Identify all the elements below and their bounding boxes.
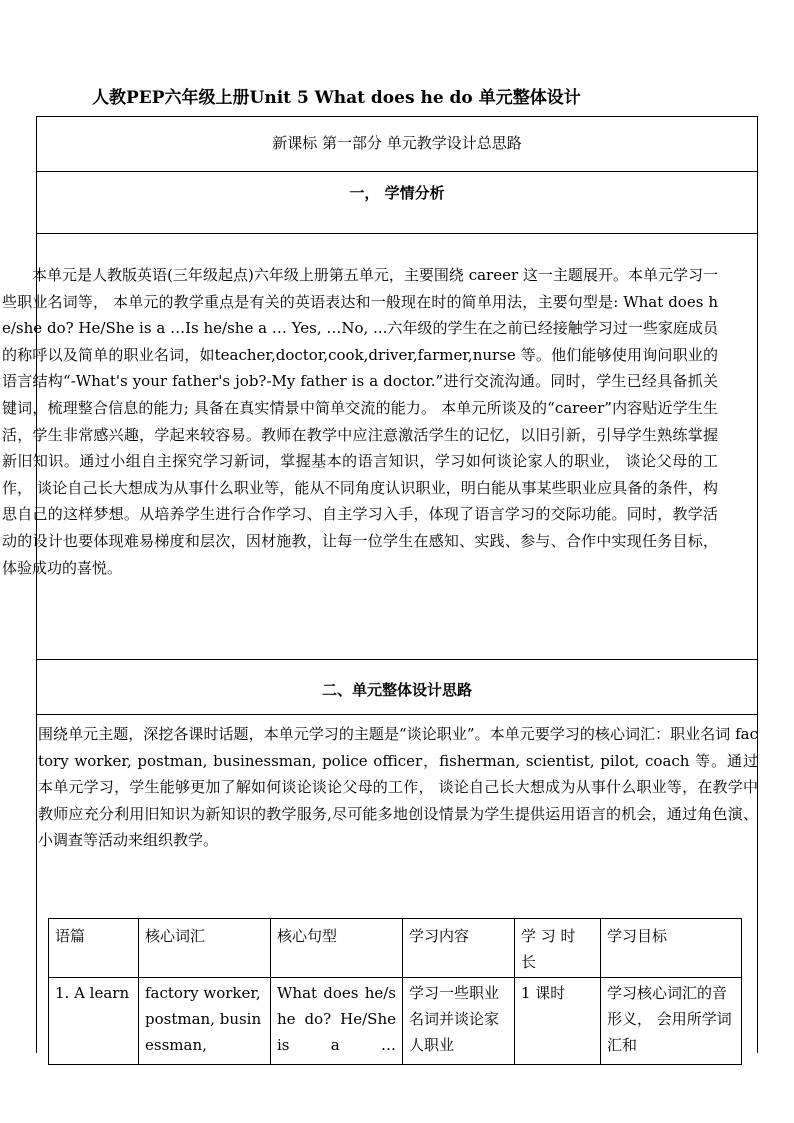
header-cell: 核心句型 — [271, 919, 403, 978]
cell-goal: 学习核心词汇的音形义， 会用所学词汇和 — [601, 978, 742, 1065]
header-cell: 学习内容 — [403, 919, 515, 978]
section2-paragraph: 围绕单元主题，深挖各课时话题，本单元学习的主题是“谈论职业”。本单元要学习的核心词汇：职业名词 factory worker, postman, businessman, police officer，fisherman, scientist, pilot, coach 等。通过本单元学习，学生能够更加了解如何谈论谈论父母的工作， 谈论自己长大想成为从事什么职业等，在教学中教师应充分利用旧知识为新知识的教学服务,尽可能多地创设情景为学生提供运用语言的机会，通过角色演、小调查等活动来组织教学。 — [38, 725, 758, 850]
lesson-table-header — [49, 919, 742, 978]
cell-vocab: factory worker, postman, businessman, — [139, 978, 271, 1065]
cell-content: 学习一些职业名词并谈论家人职业 — [403, 978, 515, 1065]
section2-title: 二、单元整体设计思路 — [321, 681, 472, 699]
header-cell: 核心词汇 — [139, 919, 271, 978]
header-cell: 学 习 时 长 — [515, 919, 601, 978]
table-header-text: 新课标 第一部分 单元教学设计总思路 — [272, 134, 522, 152]
document-title: 人教PEP六年级上册Unit 5 What does he do 单元整体设计 — [92, 88, 581, 108]
header-cell: 语篇 — [49, 919, 139, 978]
section1-paragraph: 本单元是人教版英语(三年级起点)六年级上册第五单元，主要围绕 career 这一主题展开。本单元学习一些职业名词等， 本单元的教学重点是有关的英语表达和一般现在时的简单用法，主要句型是: What does he/she do? He/She is a …Is he/she a … Yes, …No, ...六年级的学生在之前已经接触学习过一些家庭成员的称呼以及简单的职业名词，如teacher,doctor,cook,driver,farmer,nurse 等。他们能够使用询问职业的语言结构“-What's your father's job?-My father is a doctor.”进行交流沟通。同时，学生已经具备抓关键词，梳理整合信息的能力; 具备在真实情景中简单交流的能力。 本单元所谈及的“career”内容贴近学生生活，学生非常感兴趣，学起来较容易。教师在教学中应注意激活学生的记忆，以旧引新，引导学生熟练掌握新旧知识。通过小组自主探究学习新词，掌握基本的语言知识，学习如何谈论家人的职业， 谈论父母的工作， 谈论自己长大想成为从事什么职业等，能从不同角度认识职业，明白能从事某些职业应具备的条件，构思自己的这样梦想。从培养学生进行合作学习、自主学习入手，体现了语言学习的交际功能。同时，教学活动的设计也要体现难易梯度和层次，因材施教，让每一位学生在感知、实践、参与、合作中实现任务目标，体验成功的喜悦。 — [2, 266, 718, 577]
table-row — [49, 978, 742, 1065]
cell-sentence: What does he/she do? He/She is a … — [271, 978, 403, 1065]
cell-text: 1. A learn — [49, 978, 139, 1065]
section1-title: 一， 学情分析 — [349, 184, 445, 202]
cell-duration: 1 课时 — [515, 978, 601, 1065]
lesson-table — [48, 918, 742, 1065]
header-cell: 学习目标 — [601, 919, 742, 978]
design-table — [36, 116, 758, 1053]
